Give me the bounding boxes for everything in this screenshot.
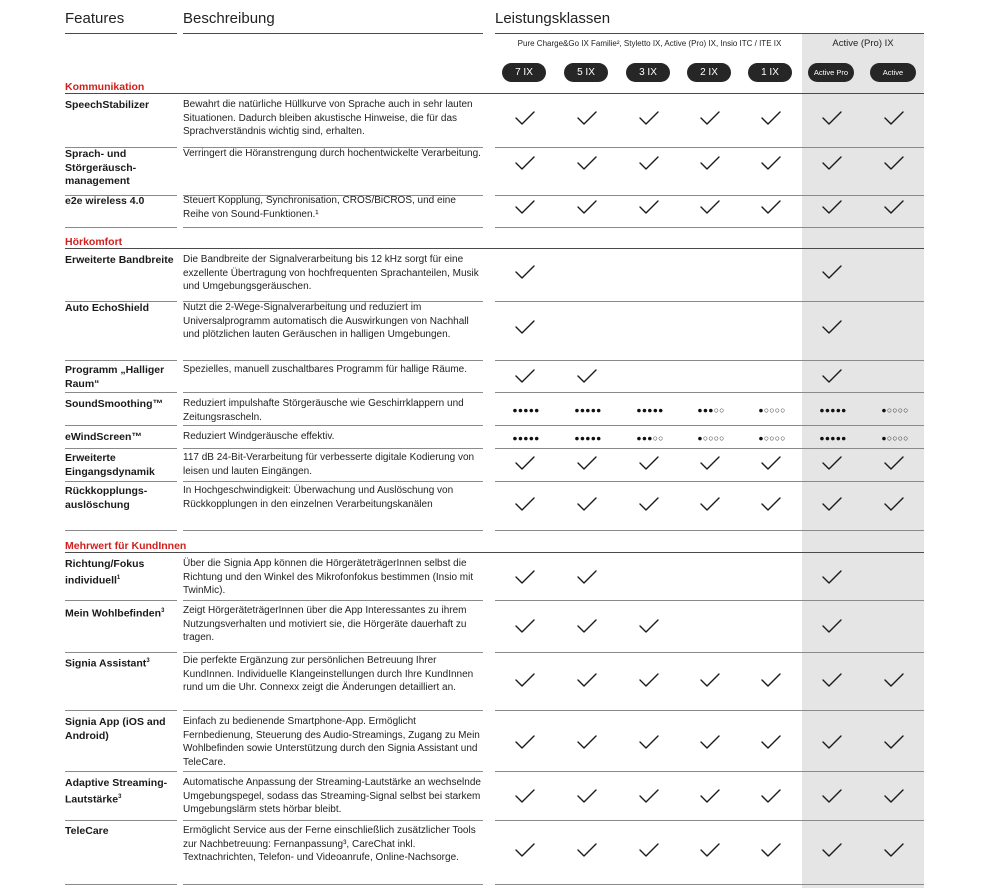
level-dots: ●○○○○ — [697, 433, 725, 443]
check-icon — [877, 672, 911, 693]
feature-name: TeleCare — [65, 825, 109, 837]
check-icon — [815, 319, 849, 340]
class-pill-active: Active — [870, 63, 916, 82]
check-icon — [877, 496, 911, 517]
row-rule — [65, 710, 177, 711]
check-icon — [508, 368, 542, 389]
row-rule — [495, 448, 924, 449]
class-pill-7ix: 7 IX — [502, 63, 546, 82]
check-icon — [754, 672, 788, 693]
check-icon — [632, 618, 666, 639]
row-rule — [65, 481, 177, 482]
feature-description: Ermöglicht Service aus der Ferne einschließlich zusätzlicher Tools zur Nachbetreuung: Fernanpassung³, CareChat inkl. Textnachrichten, Telefon- und Videoanrufe, Online-Nachsorge. — [183, 825, 476, 864]
check-icon — [877, 110, 911, 131]
row-rule — [183, 530, 483, 531]
row-rule — [183, 820, 483, 821]
row-rule — [183, 771, 483, 772]
check-icon — [570, 618, 604, 639]
check-icon — [877, 199, 911, 220]
row-rule — [183, 392, 483, 393]
class-pill-2ix: 2 IX — [687, 63, 731, 82]
check-icon — [815, 496, 849, 517]
check-icon — [570, 496, 604, 517]
check-icon — [632, 455, 666, 476]
row-rule — [495, 710, 924, 711]
feature-description: Spezielles, manuell zuschaltbares Programm für hallige Räume. — [183, 364, 468, 375]
features-header: Features — [65, 10, 125, 27]
check-icon — [693, 496, 727, 517]
check-icon — [877, 788, 911, 809]
class-pill-5ix: 5 IX — [564, 63, 608, 82]
class-pill-1ix: 1 IX — [748, 63, 792, 82]
feature-description: 117 dB 24-Bit-Verarbeitung für verbesserte digitale Kodierung von leisen und lauten Eingängen. — [183, 452, 475, 477]
check-icon — [570, 842, 604, 863]
section-rule — [65, 248, 924, 249]
check-icon — [815, 842, 849, 863]
models-active-label: Active (Pro) IX — [832, 38, 894, 49]
row-rule — [183, 884, 483, 885]
feature-name: Richtung/Fokus individuell$^1$ — [65, 558, 145, 586]
section-title: Mehrwert für KundInnen — [65, 540, 187, 552]
row-rule — [65, 884, 177, 885]
check-icon — [570, 199, 604, 220]
level-dots: ●●●○○ — [697, 405, 725, 415]
level-dots: ●○○○○ — [758, 405, 786, 415]
check-icon — [754, 199, 788, 220]
check-icon — [508, 842, 542, 863]
check-icon — [693, 734, 727, 755]
check-icon — [570, 788, 604, 809]
check-icon — [815, 368, 849, 389]
check-icon — [693, 788, 727, 809]
feature-description: Automatische Anpassung der Streaming-Lautstärke an wechselnde Umgebungspegel, sodass das Streaming-Signal selbst bei starkem Umgebungslärm stets hörbar bleibt. — [183, 777, 481, 816]
check-icon — [508, 788, 542, 809]
check-icon — [570, 734, 604, 755]
row-rule — [495, 392, 924, 393]
check-icon — [815, 199, 849, 220]
check-icon — [815, 155, 849, 176]
row-rule — [65, 652, 177, 653]
models-main-label: Pure Charge&Go IX Familie², Styletto IX, Active (Pro) IX, Insio ITC / ITE IX — [517, 39, 782, 48]
feature-name: Sprach- und Störgeräusch-management — [65, 148, 137, 187]
feature-description: Die Bandbreite der Signalverarbeitung bis 12 kHz sorgt für eine exzellente Übertragung von hochfrequenten Sprachanteilen, Musik und Umgebungsgeräuschen. — [183, 254, 479, 293]
row-rule — [65, 425, 177, 426]
check-icon — [570, 569, 604, 590]
check-icon — [508, 618, 542, 639]
level-dots: ●○○○○ — [881, 433, 909, 443]
check-icon — [508, 672, 542, 693]
check-icon — [570, 155, 604, 176]
level-dots: ●●●●● — [512, 405, 540, 415]
row-rule — [495, 481, 924, 482]
header-rule-klassen — [495, 33, 924, 34]
check-icon — [508, 455, 542, 476]
feature-name: Erweiterte Bandbreite — [65, 254, 174, 266]
feature-name: e2e wireless 4.0 — [65, 195, 145, 207]
check-icon — [754, 110, 788, 131]
check-icon — [570, 368, 604, 389]
level-dots: ●○○○○ — [881, 405, 909, 415]
check-icon — [508, 155, 542, 176]
feature-name: Erweiterte Eingangsdynamik — [65, 452, 155, 478]
beschreibung-header: Beschreibung — [183, 10, 275, 27]
level-dots: ●●●○○ — [636, 433, 664, 443]
class-pill-3ix: 3 IX — [626, 63, 670, 82]
feature-description: Reduziert Windgeräusche effektiv. — [183, 431, 335, 442]
check-icon — [570, 110, 604, 131]
check-icon — [815, 264, 849, 285]
check-icon — [815, 618, 849, 639]
check-icon — [754, 455, 788, 476]
feature-name: Adaptive Streaming-Lautstärke$^3$ — [65, 777, 168, 805]
row-rule — [65, 771, 177, 772]
row-rule — [495, 425, 924, 426]
row-rule — [65, 392, 177, 393]
row-rule — [65, 530, 177, 531]
row-rule — [183, 652, 483, 653]
check-icon — [508, 569, 542, 590]
level-dots: ●●●●● — [819, 433, 847, 443]
row-rule — [65, 227, 177, 228]
row-rule — [183, 227, 483, 228]
feature-description: In Hochgeschwindigkeit: Überwachung und Auslöschung von Rückkopplungen in den einzelnen Verarbeitungskanälen — [183, 485, 454, 510]
check-icon — [570, 455, 604, 476]
header-rule-beschreibung — [183, 33, 483, 34]
feature-description: Reduziert impulshafte Störgeräusche wie Geschirrklappern und Zeitungsrascheln. — [183, 398, 464, 423]
check-icon — [877, 842, 911, 863]
row-rule — [495, 195, 924, 196]
check-icon — [754, 842, 788, 863]
feature-description: Zeigt HörgeräteträgerInnen über die App Interessantes zu ihrem Nutzungsverhalten und motiviert sie, die Hörgeräte dauerhaft zu tragen. — [183, 605, 467, 644]
check-icon — [693, 672, 727, 693]
check-icon — [815, 455, 849, 476]
row-rule — [65, 360, 177, 361]
check-icon — [754, 496, 788, 517]
level-dots: ●●●●● — [512, 433, 540, 443]
row-rule — [495, 360, 924, 361]
row-rule — [495, 884, 924, 885]
row-rule — [183, 425, 483, 426]
check-icon — [815, 672, 849, 693]
feature-description: Nutzt die 2-Wege-Signalverarbeitung und reduziert im Universalprogramm automatisch die Auswirkungen von Nachhall und plötzlichen lauten Geräuschen in halligen Umgebungen. — [183, 302, 469, 341]
feature-name: Auto EchoShield — [65, 302, 149, 314]
row-rule — [495, 227, 924, 228]
row-rule — [183, 600, 483, 601]
check-icon — [632, 734, 666, 755]
check-icon — [693, 155, 727, 176]
check-icon — [877, 155, 911, 176]
check-icon — [632, 110, 666, 131]
row-rule — [183, 481, 483, 482]
row-rule — [495, 820, 924, 821]
feature-description: Verringert die Höranstrengung durch hochentwickelte Verarbeitung. — [183, 148, 481, 159]
feature-description: Steuert Kopplung, Synchronisation, CROS/BiCROS, und eine Reihe von Sound-Funktionen.¹ — [183, 195, 456, 220]
level-dots: ●○○○○ — [758, 433, 786, 443]
check-icon — [508, 264, 542, 285]
feature-description: Über die Signia App können die HörgeräteträgerInnen selbst die Richtung und den Winkel des Mikrofonfokus bestimmen (Insio mit TwinMic). — [183, 558, 474, 597]
check-icon — [693, 455, 727, 476]
section-rule — [65, 93, 924, 94]
row-rule — [65, 820, 177, 821]
feature-name: SpeechStabilizer — [65, 99, 150, 111]
feature-name: Programm „Halliger Raum“ — [65, 364, 165, 390]
feature-name: Rückkopplungs-auslöschung — [65, 485, 148, 511]
check-icon — [877, 734, 911, 755]
level-dots: ●●●●● — [819, 405, 847, 415]
feature-name: SoundSmoothing™ — [65, 398, 163, 410]
check-icon — [508, 199, 542, 220]
check-icon — [508, 319, 542, 340]
feature-description: Einfach zu bedienende Smartphone-App. Ermöglicht Fernbedienung, Steuerung des Audio-Streamings, Zugang zu Mein Wohlbefinden sowie Unterstützung durch den Signia Assistant und TeleCare. — [183, 716, 480, 769]
check-icon — [508, 110, 542, 131]
feature-name: Signia Assistant$^3$ — [65, 657, 150, 670]
row-rule — [495, 530, 924, 531]
row-rule — [495, 771, 924, 772]
check-icon — [693, 110, 727, 131]
check-icon — [632, 199, 666, 220]
check-icon — [815, 110, 849, 131]
check-icon — [815, 734, 849, 755]
row-rule — [65, 448, 177, 449]
check-icon — [815, 788, 849, 809]
row-rule — [65, 600, 177, 601]
feature-name: Signia App (iOS and Android) — [65, 716, 166, 742]
check-icon — [508, 734, 542, 755]
section-title: Kommunikation — [65, 81, 145, 93]
check-icon — [877, 455, 911, 476]
header-rule-features — [65, 33, 177, 34]
row-rule — [495, 652, 924, 653]
check-icon — [632, 842, 666, 863]
check-icon — [632, 155, 666, 176]
section-rule — [65, 552, 924, 553]
feature-description: Bewahrt die natürliche Hüllkurve von Sprache auch in sehr lauten Situationen. Dadurch bleiben akustische Hinweise, die für das Sprachverständnis wichtig sind, erhalten. — [183, 99, 473, 138]
row-rule — [495, 600, 924, 601]
check-icon — [754, 155, 788, 176]
check-icon — [632, 672, 666, 693]
level-dots: ●●●●● — [574, 433, 602, 443]
class-pill-active-pro: Active Pro — [808, 63, 854, 82]
row-rule — [183, 360, 483, 361]
check-icon — [754, 788, 788, 809]
row-rule — [183, 710, 483, 711]
check-icon — [632, 788, 666, 809]
feature-name: Mein Wohlbefinden$^3$ — [65, 607, 165, 620]
level-dots: ●●●●● — [574, 405, 602, 415]
leistungsklassen-header: Leistungsklassen — [495, 10, 611, 27]
feature-name: eWindScreen™ — [65, 431, 142, 443]
check-icon — [815, 569, 849, 590]
check-icon — [632, 496, 666, 517]
row-rule — [183, 448, 483, 449]
check-icon — [570, 672, 604, 693]
level-dots: ●●●●● — [636, 405, 664, 415]
row-rule — [495, 301, 924, 302]
check-icon — [693, 842, 727, 863]
section-title: Hörkomfort — [65, 236, 123, 248]
check-icon — [754, 734, 788, 755]
check-icon — [693, 199, 727, 220]
row-rule — [495, 147, 924, 148]
check-icon — [508, 496, 542, 517]
feature-description: Die perfekte Ergänzung zur persönlichen Betreuung Ihrer KundInnen. Individuelle Klangeinstellungen durch Ihre KundInnen rund um die Uhr. Connexx zeigt die Änderungen detailliert an. — [183, 655, 474, 694]
